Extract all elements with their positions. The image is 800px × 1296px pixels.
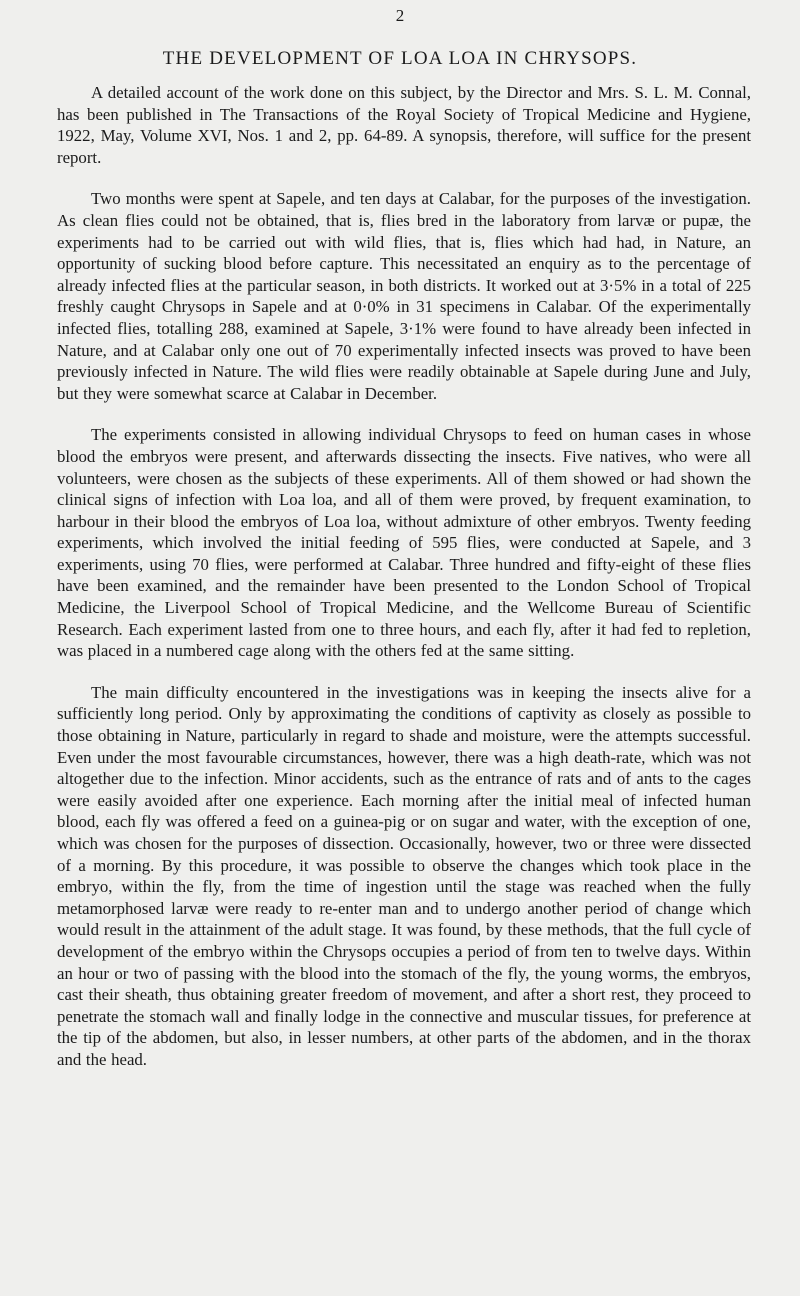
document-body — [57, 82, 751, 1091]
paragraph-difficulties: The main difficulty encountered in the investigations was in keeping the insects alive for a sufficiently long period. Only by approximating the conditions of captivity as closely as possible to those obtaining in Nature, particularly in regard to shade and moisture, were the attempts successful. Even under the most favourable circumstances, however, there was a high death-rate, which was not altogether due to the infection. Minor accidents, such as the entrance of rats and of ants to the cages were easily avoided after one experience. Each morning after the initial meal of infected human blood, each fly was offered a feed on a guinea-pig or on sugar and water, with the exception of one, which was chosen for the purposes of dissection. Occasionally, however, two or three were dissected of a morning. By this procedure, it was possible to observe the changes which took place in the embryo, within the fly, from the time of ingestion until the stage was reached when the fully metamorphosed larvæ were ready to re-enter man and to undergo another period of change which would result in the attainment of the adult stage. It was found, by these methods, that the full cycle of development of the embryo within the Chrysops occupies a period of from ten to twelve days. Within an hour or two of passing with the blood into the stomach of the fly, the young worms, the embryos, cast their sheath, thus obtaining greater freedom of movement, and after a short rest, they proceed to penetrate the stomach wall and finally lodge in the connective and muscular tissues, for preference at the tip of the abdomen, but also, in lesser numbers, at other parts of the abdomen, and in the thorax and the head. — [57, 682, 751, 1069]
paragraph-intro: A detailed account of the work done on this subject, by the Director and Mrs. S. L. M. Connal, has been published in The Transactions of the Royal Society of Tropical Medicine and Hygiene, 1922, May, Volume XVI, Nos. 1 and 2, pp. 64-89. A synopsis, therefore, will suffice for the present report. — [57, 83, 751, 167]
page-title: THE DEVELOPMENT OF LOA LOA IN CHRYSOPS. — [162, 48, 638, 69]
page-number: 2 — [395, 6, 405, 25]
paragraph-investigation: Two months were spent at Sapele, and ten days at Calabar, for the purposes of the investigation. As clean flies could not be obtained, that is, flies bred in the laboratory from larvæ or pupæ, the experiments had to be carried out with wild flies, that is, flies which had had, in Nature, an opportunity of sucking blood before capture. This necessitated an enquiry as to the percentage of already infected flies at the particular season, in both districts. It worked out at 3·5% in a total of 225 freshly caught Chrysops in Sapele and at 0·0% in 31 specimens in Calabar. Of the experimentally infected flies, totalling 288, examined at Sapele, 3·1% were found to have already been infected in Nature, and at Calabar only one out of 70 experimentally infected insects was proved to have been previously infected in Nature. The wild flies were readily obtainable at Sapele during June and July, but they were somewhat scarce at Calabar in December. — [57, 189, 751, 403]
paragraph-experiments: The experiments consisted in allowing individual Chrysops to feed on human cases in whose blood the embryos were present, and afterwards dissecting the insects. Five natives, who were all volunteers, were chosen as the subjects of these experiments. All of them showed or had shown the clinical signs of infection with Loa loa, and all of them were proved, by frequent examination, to harbour in their blood the embryos of Loa loa, without admixture of other embryos. Twenty feeding experiments, which involved the initial feeding of 595 flies, were conducted at Sapele, and 3 experiments, using 70 flies, were performed at Calabar. Three hundred and fifty-eight of these flies have been examined, and the remainder have been presented to the London School of Tropical Medicine, the Liverpool School of Tropical Medicine, and the Wellcome Bureau of Scientific Research. Each experiment lasted from one to three hours, and each fly, after it had fed to repletion, was placed in a numbered cage along with the others fed at the same sitting. — [57, 425, 751, 661]
